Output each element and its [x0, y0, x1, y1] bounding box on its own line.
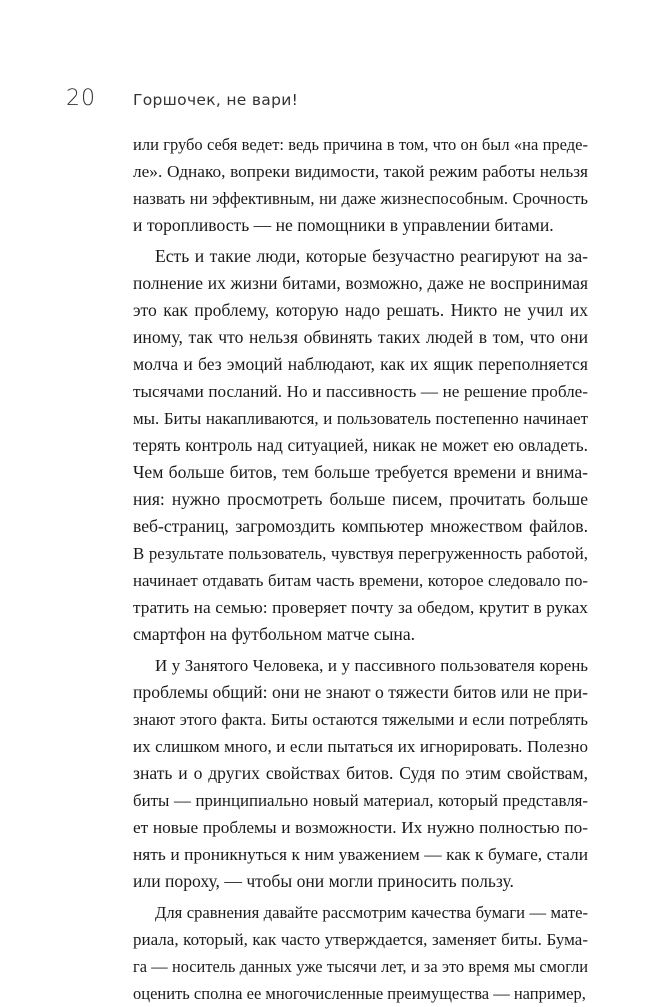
paragraph	[133, 243, 588, 648]
text-line: веб-страниц, загромоздить компьютер множеством файлов.	[133, 516, 588, 536]
text-line: нять и проникнуться к ним уважением — как к бумаге, стали	[133, 845, 588, 864]
text-line: ния: нужно просмотреть больше писем, прочитать больше	[133, 489, 588, 509]
text-line: смартфон на футбольном матче сына.	[133, 624, 416, 644]
text-line: их слишком много, и если пытаться их игнорировать. Полезно	[133, 737, 588, 756]
text-line: биты — принципиально новый материал, который представля-	[133, 791, 588, 810]
page-header	[66, 86, 612, 116]
text-line: га — носитель данных уже тысячи лет, и за это время мы смогли	[133, 957, 588, 976]
paragraph	[133, 652, 588, 895]
text-line: В результате пользователь, чувствуя перегруженность работой,	[133, 544, 588, 563]
text-line: тысячами посланий. Но и пассивность — не решение пробле-	[133, 382, 588, 401]
text-line: полнение их жизни битами, возможно, даже не воспринимая	[133, 273, 588, 293]
text-line: И у Занятого Человека, и у пассивного пользователя корень	[155, 656, 588, 675]
text-line: риала, который, как часто утверждается, заменяет биты. Бума-	[133, 930, 588, 949]
text-line: оценить сполна ее многочисленные преимущества — например,	[133, 984, 586, 1003]
text-line: назвать ни эффективным, ни даже жизнеспособным. Срочность	[133, 189, 588, 208]
text-line: начинает отдавать битам часть времени, которое следовало по-	[133, 571, 588, 590]
page-number: 20	[66, 86, 96, 111]
text-line: терять контроль над ситуацией, никак не может ею овладеть.	[133, 435, 588, 455]
text-line: ет новые проблемы и возможности. Их нужно полностью по-	[133, 818, 588, 837]
text-line: ле». Однако, вопреки видимости, такой режим работы нельзя	[133, 162, 588, 181]
text-line: это как проблему, которую надо решать. Никто не учил их	[133, 300, 588, 320]
text-line: мы. Биты накапливаются, и пользователь постепенно начинает	[133, 409, 588, 428]
paragraph	[133, 899, 588, 1007]
text-line: тратить на семью: проверяет почту за обедом, крутит в руках	[133, 598, 588, 617]
text-line: и торопливость — не помощники в управлении битами.	[133, 215, 554, 235]
text-line: Чем больше битов, тем больше требуется времени и внима-	[133, 462, 588, 482]
paragraph	[133, 131, 588, 239]
text-line: молча и без эмоций наблюдают, как их ящик переполняется	[133, 354, 588, 374]
text-line: проблемы общий: они не знают о тяжести битов или не при-	[133, 682, 588, 702]
text-line: Для сравнения давайте рассмотрим качества бумаги — мате-	[155, 903, 588, 922]
running-title: Горшочек, не вари!	[133, 91, 299, 109]
text-line: знают этого факта. Биты остаются тяжелыми и если потреблять	[133, 710, 588, 729]
text-line: Есть и такие люди, которые безучастно реагируют на за-	[155, 246, 588, 266]
text-line: иному, так что нельзя обвинять таких людей в том, что они	[133, 327, 588, 347]
text-line: или грубо себя ведет: ведь причина в том, что он был «на преде-	[133, 135, 588, 154]
body-text	[133, 131, 588, 1007]
text-line: или пороху, — чтобы они могли приносить пользу.	[133, 871, 514, 891]
text-line: знать и о других свойствах битов. Судя по этим свойствам,	[133, 763, 588, 783]
